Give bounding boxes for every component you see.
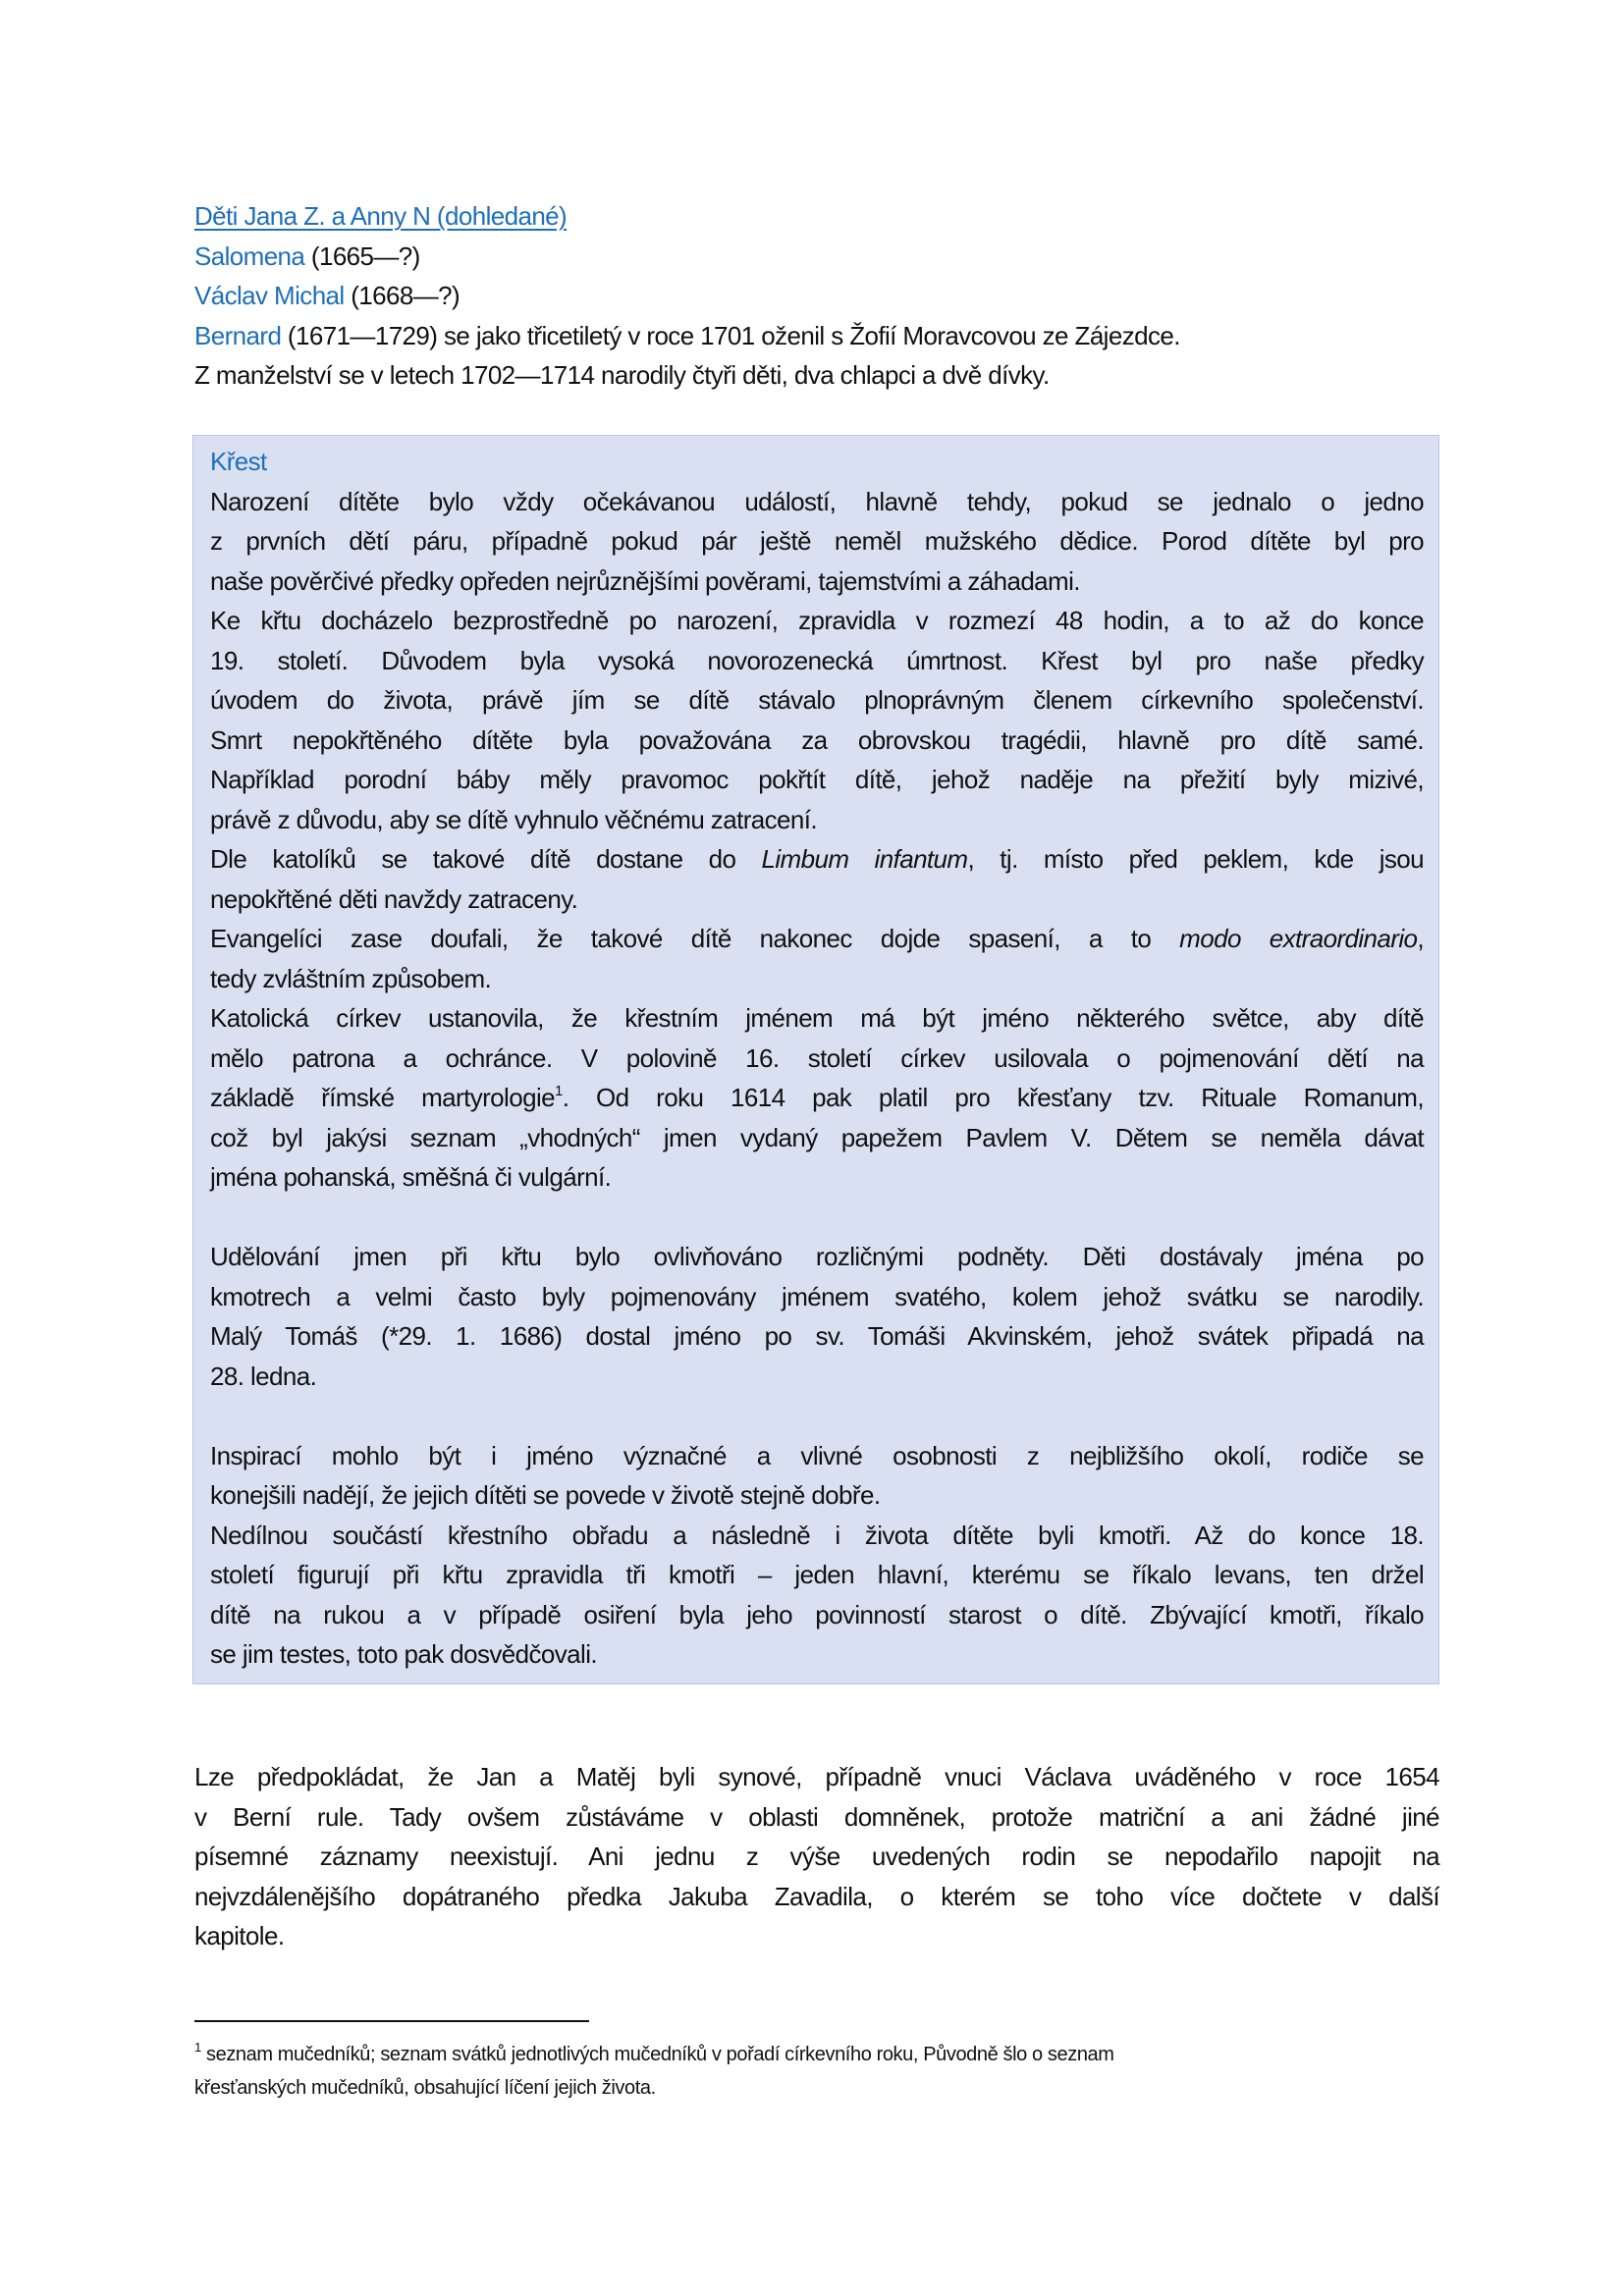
italic-term: modo extraordinario xyxy=(1179,924,1418,953)
footnote-reference[interactable]: 1 xyxy=(554,1083,563,1099)
conclusion-line: písemné záznamy neexistují. Ani jednu z výše uvedených rodin se nepodařilo napojit na xyxy=(194,1842,1439,1871)
italic-term: Limbum infantum xyxy=(761,844,968,874)
child-dates: (1665—?) xyxy=(304,240,420,271)
child-name: Václav Michal xyxy=(194,281,345,310)
text-run: základě římské martyrologie xyxy=(210,1083,555,1112)
child-name: Salomena xyxy=(194,240,305,271)
box-line: kmotrech a velmi často byly pojmenovány jménem svatého, kolem jehož svátku se narodily. xyxy=(210,1281,1424,1311)
box-line: Katolická církev ustanovila, že křestním jménem má být jméno některého světce, aby dítě xyxy=(210,1003,1424,1033)
child-name: Bernard xyxy=(194,320,282,350)
footnote-number: 1 xyxy=(194,2040,201,2055)
child-entry xyxy=(194,316,1439,356)
box-line: úvodem do života, právě jím se dítě stávalo plnoprávným členem církevního společenství. xyxy=(210,685,1424,715)
child-entry xyxy=(194,237,1439,277)
box-line: Smrt nepokřtěného dítěte byla považována za obrovskou tragédii, hlavně pro dítě samé. xyxy=(210,724,1424,755)
conclusion-line: kapitole. xyxy=(194,1921,285,1950)
box-title: Křest xyxy=(210,447,267,476)
conclusion-line: Lze předpokládat, že Jan a Matěj byli synové, případně vnuci Václava uváděného v roce 1654 xyxy=(194,1762,1439,1791)
footnote-line xyxy=(194,2038,1439,2071)
section-heading-link[interactable]: Děti Jana Z. a Anny N (dohledané) xyxy=(194,201,568,231)
child-entry xyxy=(194,276,1439,316)
text-run: , xyxy=(1417,924,1424,953)
text-run: . Od roku 1614 pak platil pro křesťany tzv. Rituale Romanum, xyxy=(562,1083,1424,1112)
intro-section xyxy=(194,196,1439,396)
box-line: 19. století. Důvodem byla vysoká novorozenecká úmrtnost. Křest byl pro naše předky xyxy=(210,645,1424,675)
footnote-line: křesťanských mučedníků, obsahující líčení jejich života. xyxy=(194,2077,656,2099)
footnote xyxy=(194,2038,1439,2105)
box-line: jména pohanská, směšná či vulgární. xyxy=(210,1162,612,1192)
box-line: století figurují při křtu zpravidla tři kmotři – jeden hlavní, kterému se říkalo levans, ten držel xyxy=(210,1560,1424,1589)
conclusion-paragraph xyxy=(194,1757,1439,1956)
martyrology-line xyxy=(210,1078,1424,1118)
box-line: Nedílnou součástí křestního obřadu a následně i života dítěte byli kmotři. Až do konce 18. xyxy=(210,1520,1424,1550)
box-line: což byl jakýsi seznam „vhodných“ jmen vydaný papežem Pavlem V. Dětem se neměla dávat xyxy=(210,1122,1424,1152)
box-line: Inspirací mohlo být i jméno význačné a vlivné osobnosti z nejbližšího okolí, rodiče se xyxy=(210,1440,1424,1470)
box-line: dítě na rukou a v případě osiření byla jeho povinností starost o dítě. Zbývající kmotři, říkalo xyxy=(210,1599,1424,1629)
box-line: konejšili nadějí, že jejich dítěti se povede v životě stejně dobře. xyxy=(210,1480,881,1510)
conclusion-line: nejvzdálenějšího dopátraného předka Jakuba Zavadila, o kterém se toho více dočtete v další xyxy=(194,1881,1439,1911)
box-line: Malý Tomáš (*29. 1. 1686) dostal jméno po sv. Tomáši Akvinském, jehož svátek připadá na xyxy=(210,1321,1424,1351)
box-line: Udělování jmen při křtu bylo ovlivňováno rozličnými podněty. Děti dostávaly jména po xyxy=(210,1242,1424,1271)
box-line: nepokřtěné děti navždy zatraceny. xyxy=(210,883,578,914)
text-run: Dle katolíků se takové dítě dostane do xyxy=(210,844,762,874)
text-run: , tj. místo před peklem, kde jsou xyxy=(967,844,1425,874)
child-dates: (1671—1729) se jako třicetiletý v roce 1701 oženil s Žofií Moravcovou ze Zájezdce. xyxy=(281,320,1180,350)
baptism-info-box xyxy=(192,435,1439,1684)
box-line: Ke křtu docházelo bezprostředně po narození, zpravidla v rozmezí 48 hodin, a to až do konce xyxy=(210,606,1424,635)
box-line: tedy zvláštním způsobem. xyxy=(210,963,492,993)
paragraph-gap xyxy=(210,1198,1424,1238)
box-line: 28. ledna. xyxy=(210,1361,317,1391)
box-line: Narození dítěte bylo vždy očekávanou událostí, hlavně tehdy, pokud se jednalo o jedno xyxy=(210,486,1424,516)
footnote-separator xyxy=(194,2020,589,2022)
box-line: z prvních dětí páru, případně pokud pár ještě neměl mužského dědice. Porod dítěte byl pro xyxy=(210,526,1424,556)
box-line: mělo patrona a ochránce. V polovině 16. století církev usilovala o pojmenování dětí na xyxy=(210,1042,1424,1073)
conclusion-line: v Berní rule. Tady ovšem zůstáváme v oblasti domněnek, protože matriční a ani žádné jiné xyxy=(194,1801,1439,1832)
box-line: Například porodní báby měly pravomoc pokřtít dítě, jehož naděje na přežití byly mizivé, xyxy=(210,765,1424,794)
paragraph-gap xyxy=(210,1396,1424,1436)
limbum-line xyxy=(210,839,1424,880)
box-line: se jim testes, toto pak dosvědčovali. xyxy=(210,1639,598,1669)
text-run: seznam mučedníků; seznam svátků jednotlivých mučedníků v pořadí církevního roku, Původně šlo o seznam xyxy=(200,2044,1114,2065)
box-line: právě z důvodu, aby se dítě vyhnulo věčnému zatracení. xyxy=(210,804,817,834)
child-dates: (1668—?) xyxy=(344,281,460,310)
marriage-line: Z manželství se v letech 1702—1714 narodily čtyři děti, dva chlapci a dvě dívky. xyxy=(194,360,1050,390)
box-line: naše pověrčivé předky opředen nejrůznějšími pověrami, tajemstvími a záhadami. xyxy=(210,565,1080,596)
evangelici-line xyxy=(210,919,1424,959)
text-run: Evangelíci zase doufali, že takové dítě nakonec dojde spasení, a to xyxy=(210,924,1180,953)
